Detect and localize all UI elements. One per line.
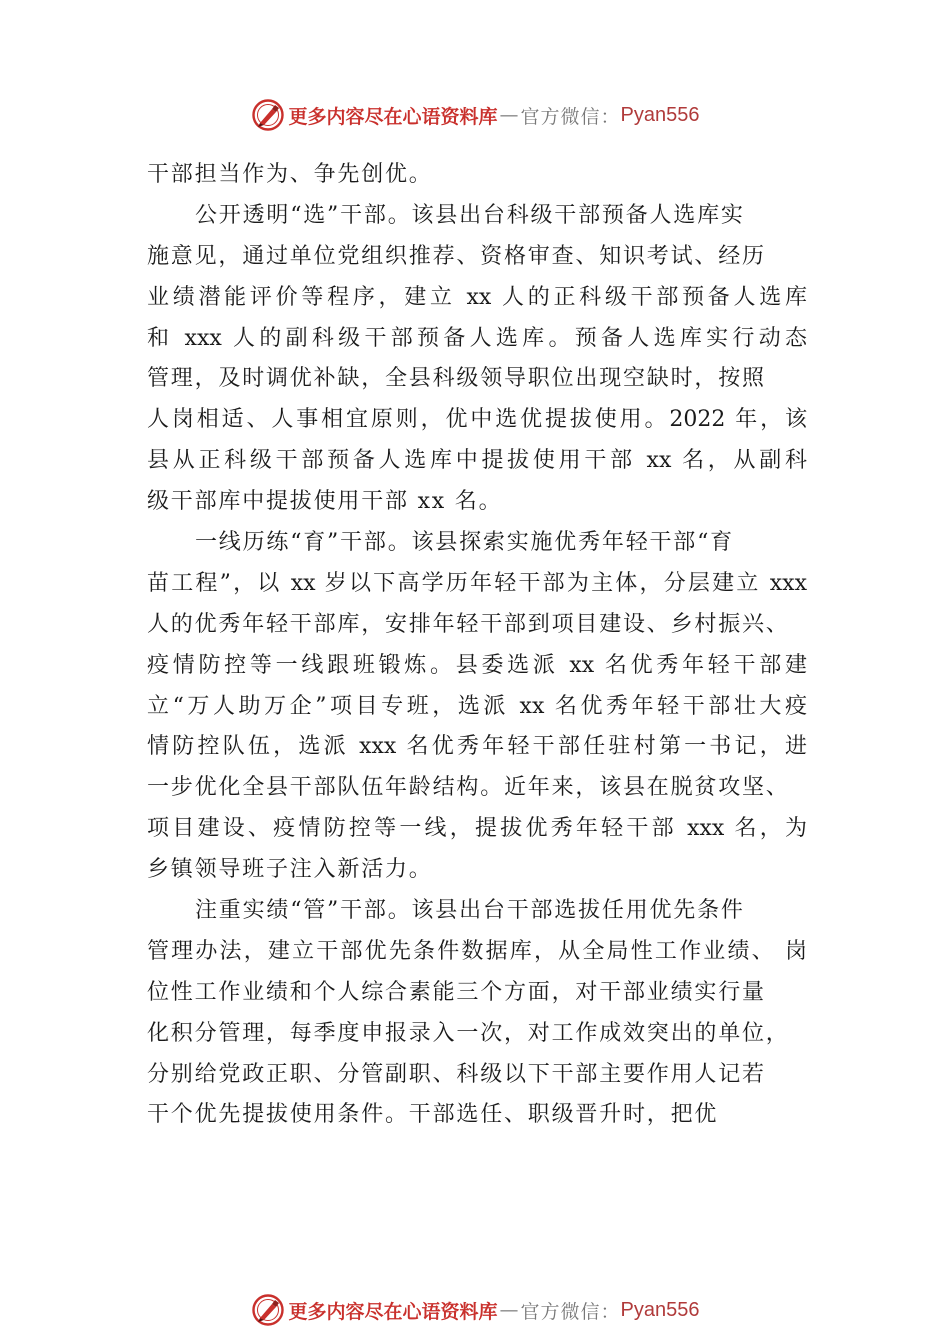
wechat-id: Pyan556 <box>620 103 700 126</box>
footer-banner <box>0 1290 950 1330</box>
text-line: 苗工程”，以 xx 岁以下高学历年轻干部为主体，分层建立 xxx <box>147 570 807 596</box>
text-line: 级干部库中提拔使用干部 xx 名。 <box>147 489 503 515</box>
text-line: 乡镇领导班子注入新活力。 <box>147 857 433 883</box>
brand-text: 更多内容尽在心语资料库 <box>288 1300 498 1323</box>
text-line: 疫情防控等一线跟班锻炼。县委选派 xx 名优秀年轻干部建 <box>147 652 807 678</box>
text-line: 项目建设、疫情防控等一线，提拔优秀年轻干部 xxx 名，为 <box>147 816 807 842</box>
header-banner <box>0 95 950 135</box>
document-body <box>147 155 807 1136</box>
text-line: 和 xxx 人的副科级干部预备人选库。预备人选库实行动态 <box>147 325 807 351</box>
text-line: 位性工作业绩和个人综合素能三个方面，对干部业绩实行量 <box>147 979 766 1005</box>
text-line: 一步优化全县干部队伍年龄结构。近年来，该县在脱贫攻坚、 <box>147 775 790 801</box>
paragraph-start-line: 一线历练“育”干部。该县探索实施优秀年轻干部“育 <box>195 530 734 556</box>
text-line: 分别给党政正职、分管副职、科级以下干部主要作用人记若 <box>147 1061 766 1087</box>
text-line: 人的优秀年轻干部库，安排年轻干部到项目建设、乡村振兴、 <box>147 611 790 637</box>
text-line: 干个优先提拔使用条件。干部选任、职级晋升时，把优 <box>147 1102 719 1128</box>
text-line: 立“万人助万企”项目专班，选派 xx 名优秀年轻干部壮大疫 <box>147 693 807 719</box>
text-line: 管理，及时调优补缺，全县科级领导职位出现空缺时，按照 <box>147 366 766 392</box>
pen-logo-icon <box>251 98 285 132</box>
text-line: 县从正科级干部预备人选库中提拔使用干部 xx 名，从副科 <box>147 448 807 474</box>
wechat-label: 官方微信： <box>520 105 621 128</box>
brand-dash: — <box>499 1299 519 1321</box>
text-line: 化积分管理，每季度申报录入一次，对工作成效突出的单位， <box>147 1020 790 1046</box>
text-line: 人岗相适、人事相宜原则，优中选优提拔使用。2022 年，该 <box>147 407 807 433</box>
wechat-label: 官方微信： <box>520 1300 621 1323</box>
wechat-id: Pyan556 <box>620 1298 700 1321</box>
paragraph-start-line: 注重实绩“管”干部。该县出台干部选拔任用优先条件 <box>195 898 745 924</box>
pen-logo-icon <box>251 1293 285 1327</box>
paragraph-start-line: 公开透明“选”干部。该县出台科级干部预备人选库实 <box>195 202 745 228</box>
text-line: 情防控队伍，选派 xxx 名优秀年轻干部任驻村第一书记，进 <box>147 734 807 760</box>
text-line: 干部担当作为、争先创优。 <box>147 162 433 187</box>
text-line: 管理办法，建立干部优先条件数据库，从全局性工作业绩、 岗 <box>147 938 807 964</box>
brand-dash: — <box>499 104 519 126</box>
text-line: 施意见，通过单位党组织推荐、资格审查、知识考试、经历 <box>147 243 766 269</box>
text-line: 业绩潜能评价等程序，建立 xx 人的正科级干部预备人选库 <box>147 284 807 310</box>
brand-text: 更多内容尽在心语资料库 <box>288 105 498 128</box>
